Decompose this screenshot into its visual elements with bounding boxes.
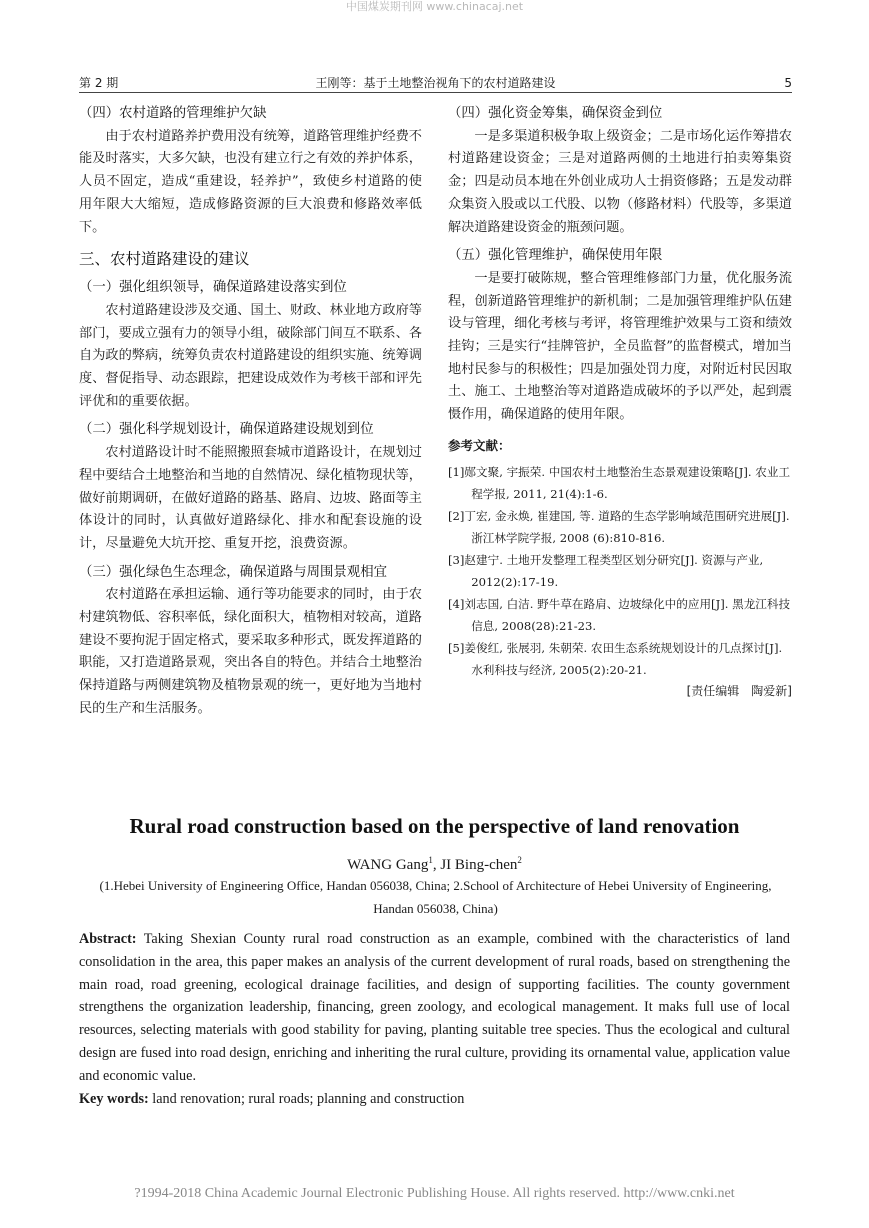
author-affiliation-mark: 1	[428, 855, 433, 865]
affiliation-line: (1.Hebei University of Engineering Office, Handan 056038, China; 2.School of Architecture of Hebei University of Engineering,	[99, 878, 772, 893]
affiliation-line: Handan 056038, China)	[373, 901, 498, 916]
subsection-heading: （二）强化科学规划设计，确保道路建设规划到位	[79, 422, 374, 438]
references-list	[448, 461, 792, 681]
responsible-editor: [责任编辑 陶爱新]	[686, 683, 792, 698]
author-name: WANG Gang	[347, 857, 429, 873]
reference-item: [2]丁宏, 金永焕, 崔建国, 等. 道路的生态学影响域范围研究进展[J]. 浙江林学院学报, 2008 (6):810-816.	[448, 508, 790, 545]
affiliations	[79, 874, 792, 920]
subsection-heading: （五）强化管理维护，确保使用年限	[448, 248, 663, 264]
references-heading: 参考文献：	[448, 437, 511, 453]
author-separator: ,	[432, 857, 441, 873]
subsection-heading: （一）强化组织领导，确保道路建设落实到位	[79, 280, 347, 296]
running-head	[79, 74, 792, 93]
keywords-label: Key words:	[79, 1090, 149, 1107]
abstract-paragraph	[79, 928, 790, 1088]
reference-item: [1]郧文聚, 宇振荣. 中国农村土地整治生态景观建设策略[J]. 农业工程学报, 2011, 21(4):1-6.	[448, 464, 791, 501]
paragraph: 一是要打破陈规，整合管理维修部门力量，优化服务流程，创新道路管理维护的新机制；二是加强管理维护队伍建设与管理，细化考核与考评，将管理维护效果与工资和绩效挂钩；三是实行“挂牌管护，全员监督”的监督模式，增加当地村民参与的积极性；四是加强处罚力度，对附近村民因取土、施工、土地整治等对道路造成破坏的予以严处，起到震慑作用，确保道路的使用年限。	[448, 270, 792, 423]
keywords-text: land renovation; rural roads; planning and construction	[148, 1090, 465, 1107]
keywords-paragraph	[79, 1088, 790, 1111]
abstract-text: Taking Shexian County rural road construction as an example, combined with the characteristics of land consolidation in the area, this paper makes an analysis of the current development of rural roads, based on strengthening the main road, road greening, ecological drainage facilities, and design of supporting facilities. The county government strengthens the organization leadership, financing, green zoology, and ecological management. It maks full use of local resources, selecting materials with good stability for paving, planting suitable tree species. Thus the ecological and cultural design are fused into road design, enriching and inheriting the rural culture, providing its ornamental value, application value and economic value.	[79, 931, 790, 1084]
paragraph: 由于农村道路养护费用没有统筹，道路管理维护经费不能及时落实，大多欠缺，也没有建立行之有效的养护体系，人员不固定，造成“重建设，轻养护”，致使乡村道路的使用年限大大缩短，造成修路资源的巨大浪费和修路效率低下。	[79, 128, 422, 235]
authors	[0, 850, 869, 875]
right-column	[448, 103, 792, 701]
reference-item: [4]刘志国, 白洁. 野牛草在路肩、边坡绿化中的应用[J]. 黑龙江科技信息, 2008(28):21-23.	[448, 596, 791, 633]
english-abstract	[79, 928, 790, 1110]
subsection-heading: （四）农村道路的管理维护欠缺	[79, 106, 267, 121]
reference-item: [3]赵建宁. 土地开发整理工程类型区划分研究[J]. 资源与产业, 2012(2):17-19.	[448, 552, 764, 589]
watermark: 中国煤炭期刊网 www.chinacaj.net	[345, 0, 524, 13]
paragraph: 一是多渠道积极争取上级资金；二是市场化运作筹措农村道路建设资金；三是对道路两侧的土地进行拍卖筹集资金；四是动员本地在外创业成功人士捐资修路；五是发动群众集资入股或以工代股、以物（修路材料）代股等，多渠道解决道路建设资金的瓶颈问题。	[448, 128, 792, 235]
copyright-footer: ?1994-2018 China Academic Journal Electronic Publishing House. All rights reserved. http://www.cnki.net	[134, 1186, 735, 1201]
issue-number: 第 2 期	[79, 76, 119, 90]
subsection-heading: （三）强化绿色生态理念，确保道路与周围景观相宜	[79, 564, 387, 580]
page-number: 5	[784, 76, 792, 90]
abstract-label: Abstract:	[79, 931, 137, 947]
author-name: JI Bing-chen	[440, 857, 518, 873]
english-title: Rural road construction based on the perspective of land renovation	[129, 814, 740, 838]
running-title: 王刚等：基于土地整治视角下的农村道路建设	[315, 76, 556, 90]
reference-item: [5]姜俊红, 张展羽, 朱朝荣. 农田生态系统规划设计的几点探讨[J]. 水利科技与经济, 2005(2):20-21.	[448, 640, 783, 677]
subsection-heading: （四）强化资金筹集，确保资金到位	[448, 106, 663, 121]
paragraph: 农村道路设计时不能照搬照套城市道路设计，在规划过程中要结合土地整治和当地的自然情况、绿化植物现状等，做好前期调研，在做好道路的路基、路肩、边坡、路面等主体设计的同时，认真做好道路绿化、排水和配套设施的设计，尽量避免大坑开挖、重复开挖，浪费资源。	[79, 445, 422, 551]
author-affiliation-mark: 2	[517, 855, 522, 865]
paragraph: 农村道路在承担运输、通行等功能要求的同时，由于农村建筑物低、容积率低，绿化面积大，植物相对较高，道路建设不要拘泥于固定格式，要采取多种形式，既发挥道路的职能，又打造道路景观，突出各自的特色。并结合土地整治保持道路与两侧建筑物及植物景观的统一，更好地为当地村民的生产和生活服务。	[79, 587, 422, 716]
section-heading: 三、农村道路建设的建议	[79, 250, 250, 269]
paragraph: 农村道路建设涉及交通、国土、财政、林业地方政府等部门，要成立强有力的领导小组，破除部门间互不联系、各自为政的弊病，统筹负责农村道路建设的组织实施、统筹调度、督促指导、动态跟踪，把建设成效作为考核干部和评先评优和的重要依据。	[79, 302, 422, 409]
left-column	[79, 103, 422, 721]
